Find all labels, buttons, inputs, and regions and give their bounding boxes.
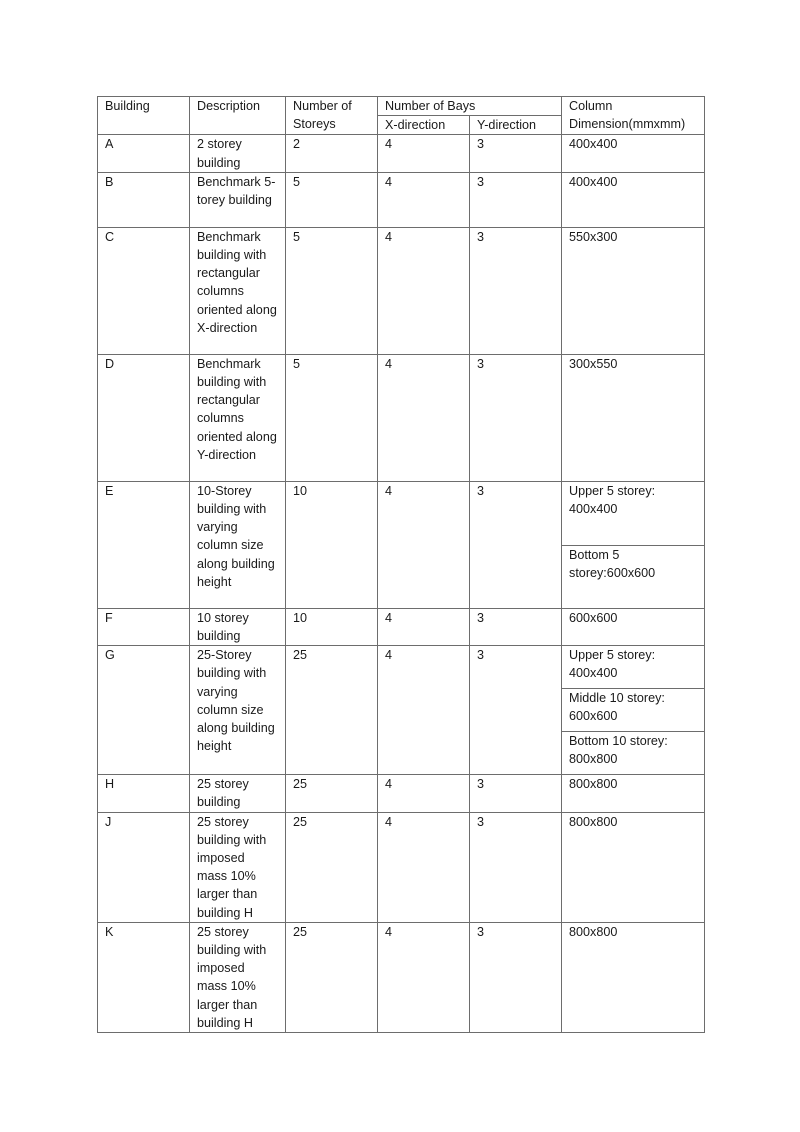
cell-y-bays: 3 (470, 172, 562, 227)
cell-x-bays: 4 (378, 608, 470, 645)
cell-description: 2 storey building (190, 135, 286, 172)
cell-column-dimension: 800x800 (562, 812, 705, 922)
cell-column-dimension: Bottom 5 storey:600x600 (562, 545, 705, 608)
table-row (98, 172, 705, 227)
cell-building: A (98, 135, 190, 172)
cell-x-bays: 4 (378, 227, 470, 354)
table-row (98, 922, 705, 1032)
table-row (98, 608, 705, 645)
cell-building: K (98, 922, 190, 1032)
table-row (98, 646, 705, 689)
cell-x-bays: 4 (378, 481, 470, 608)
cell-storeys: 25 (286, 812, 378, 922)
cell-y-bays: 3 (470, 922, 562, 1032)
cell-column-dimension: 600x600 (562, 608, 705, 645)
cell-description: 25-Storey building with varying column size along building height (190, 646, 286, 775)
cell-column-dimension: Middle 10 storey: 600x600 (562, 689, 705, 732)
cell-x-bays: 4 (378, 646, 470, 775)
header-y-direction: Y-direction (470, 116, 562, 135)
cell-building: E (98, 481, 190, 608)
cell-building: C (98, 227, 190, 354)
cell-description: 25 storey building (190, 775, 286, 812)
cell-storeys: 5 (286, 227, 378, 354)
cell-y-bays: 3 (470, 481, 562, 608)
cell-description: Benchmark 5-torey building (190, 172, 286, 227)
cell-y-bays: 3 (470, 354, 562, 481)
header-x-direction: X-direction (378, 116, 470, 135)
header-storeys: Number of Storeys (286, 97, 378, 135)
header-description: Description (190, 97, 286, 135)
cell-column-dimension: 800x800 (562, 775, 705, 812)
cell-building: J (98, 812, 190, 922)
cell-y-bays: 3 (470, 227, 562, 354)
cell-x-bays: 4 (378, 922, 470, 1032)
cell-y-bays: 3 (470, 812, 562, 922)
cell-column-dimension: Bottom 10 storey: 800x800 (562, 732, 705, 775)
table-row (98, 775, 705, 812)
cell-y-bays: 3 (470, 775, 562, 812)
cell-column-dimension: 550x300 (562, 227, 705, 354)
table-row (98, 227, 705, 354)
cell-description: 10 storey building (190, 608, 286, 645)
cell-building: B (98, 172, 190, 227)
cell-column-dimension: 400x400 (562, 172, 705, 227)
cell-building: H (98, 775, 190, 812)
table-row (98, 354, 705, 481)
cell-storeys: 25 (286, 922, 378, 1032)
cell-column-dimension: Upper 5 storey: 400x400 (562, 481, 705, 545)
cell-column-dimension: Upper 5 storey: 400x400 (562, 646, 705, 689)
cell-x-bays: 4 (378, 354, 470, 481)
building-table (97, 96, 705, 1033)
cell-y-bays: 3 (470, 608, 562, 645)
header-row-1 (98, 97, 705, 116)
cell-building: D (98, 354, 190, 481)
cell-column-dimension: 400x400 (562, 135, 705, 172)
cell-description: 25 storey building with imposed mass 10% larger than building H (190, 922, 286, 1032)
header-building: Building (98, 97, 190, 135)
cell-storeys: 25 (286, 775, 378, 812)
cell-description: Benchmark building with rectangular columns oriented along Y-direction (190, 354, 286, 481)
header-bays: Number of Bays (378, 97, 562, 116)
cell-y-bays: 3 (470, 135, 562, 172)
cell-storeys: 10 (286, 608, 378, 645)
cell-building: G (98, 646, 190, 775)
cell-column-dimension: 300x550 (562, 354, 705, 481)
header-column: Column Dimension(mmxmm) (562, 97, 705, 135)
cell-storeys: 5 (286, 172, 378, 227)
cell-description: 25 storey building with imposed mass 10% larger than building H (190, 812, 286, 922)
cell-description: 10-Storey building with varying column size along building height (190, 481, 286, 608)
cell-storeys: 10 (286, 481, 378, 608)
table-body (98, 97, 705, 1033)
table-row (98, 481, 705, 545)
cell-x-bays: 4 (378, 135, 470, 172)
cell-building: F (98, 608, 190, 645)
cell-storeys: 25 (286, 646, 378, 775)
cell-storeys: 2 (286, 135, 378, 172)
table-row (98, 812, 705, 922)
cell-x-bays: 4 (378, 775, 470, 812)
cell-x-bays: 4 (378, 172, 470, 227)
cell-storeys: 5 (286, 354, 378, 481)
cell-description: Benchmark building with rectangular columns oriented along X-direction (190, 227, 286, 354)
cell-x-bays: 4 (378, 812, 470, 922)
cell-y-bays: 3 (470, 646, 562, 775)
table-row (98, 135, 705, 172)
cell-column-dimension: 800x800 (562, 922, 705, 1032)
